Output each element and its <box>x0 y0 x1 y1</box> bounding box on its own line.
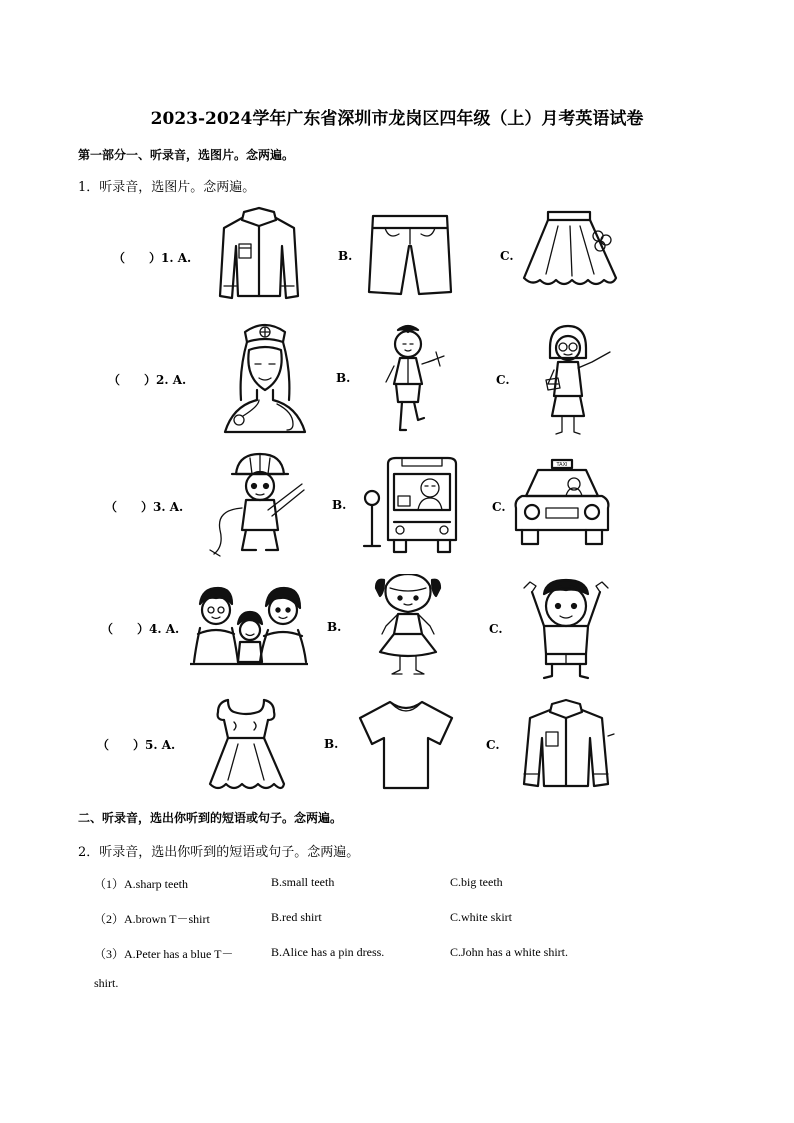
row4-prefix: （ ）4. A. <box>101 622 180 636</box>
bus-driver-picture[interactable] <box>358 456 462 554</box>
item1-option-c: C.big teeth <box>450 875 503 889</box>
item3-option-a: （3）A.Peter has a blue T－ <box>94 947 234 961</box>
part1-heading: 第一部分一、听录音，选图片。念两遍。 <box>78 148 295 162</box>
item2-option-c: C.white skirt <box>450 910 512 924</box>
item3-option-a-wrap: shirt. <box>94 976 119 990</box>
question-2-instruction: 2．听录音，选出你听到的短语或句子。念两遍。 <box>78 845 360 860</box>
taxi-driver-picture[interactable] <box>512 456 612 552</box>
row5-prefix: （ ）5. A. <box>97 738 176 752</box>
item1-option-b: B.small teeth <box>271 875 335 889</box>
teacher-picture[interactable] <box>534 322 614 436</box>
item2-option-b: B.red shirt <box>271 910 322 924</box>
shirt-picture[interactable] <box>520 698 616 790</box>
row2-b-label: B. <box>336 371 351 385</box>
boy-picture[interactable] <box>520 578 612 680</box>
t-shirt-picture[interactable] <box>356 698 456 792</box>
dress-picture[interactable] <box>204 698 288 792</box>
row2-prefix: （ ）2. A. <box>108 373 187 387</box>
part2-heading: 二、听录音，选出你听到的短语或句子。念两遍。 <box>78 811 343 825</box>
flight-attendant-picture[interactable] <box>378 322 448 436</box>
nurse-picture[interactable] <box>219 320 311 434</box>
row1-c-label: C. <box>500 249 514 263</box>
row4-c-label: C. <box>489 622 503 636</box>
shorts-picture[interactable] <box>365 212 455 298</box>
svg-text:TAXI: TAXI <box>556 462 568 468</box>
row4-b-label: B. <box>327 620 342 634</box>
row1-prefix: （ ）1. A. <box>113 251 192 265</box>
row2-c-label: C. <box>496 373 510 387</box>
skirt-picture[interactable] <box>518 206 618 296</box>
jacket-picture[interactable] <box>214 206 304 304</box>
question-1-instruction: 1．听录音，选图片。念两遍。 <box>78 180 256 195</box>
row3-prefix: （ ）3. A. <box>105 500 184 514</box>
item3-option-c: C.John has a white shirt. <box>450 945 568 959</box>
row5-b-label: B. <box>324 737 339 751</box>
item1-option-a: （1）A.sharp teeth <box>94 877 188 891</box>
row5-c-label: C. <box>486 738 500 752</box>
girl-picture[interactable] <box>372 574 444 678</box>
firefighter-picture[interactable] <box>206 450 306 558</box>
row3-b-label: B. <box>332 498 347 512</box>
row3-c-label: C. <box>492 500 506 514</box>
item2-option-a: （2）A.brown T－shirt <box>94 912 210 926</box>
item3-option-b: B.Alice has a pin dress. <box>271 945 385 959</box>
row1-b-label: B. <box>338 249 353 263</box>
family-picture[interactable] <box>190 586 308 668</box>
page-title: 2023-2024学年广东省深圳市龙岗区四年级（上）月考英语试卷 <box>150 109 644 129</box>
